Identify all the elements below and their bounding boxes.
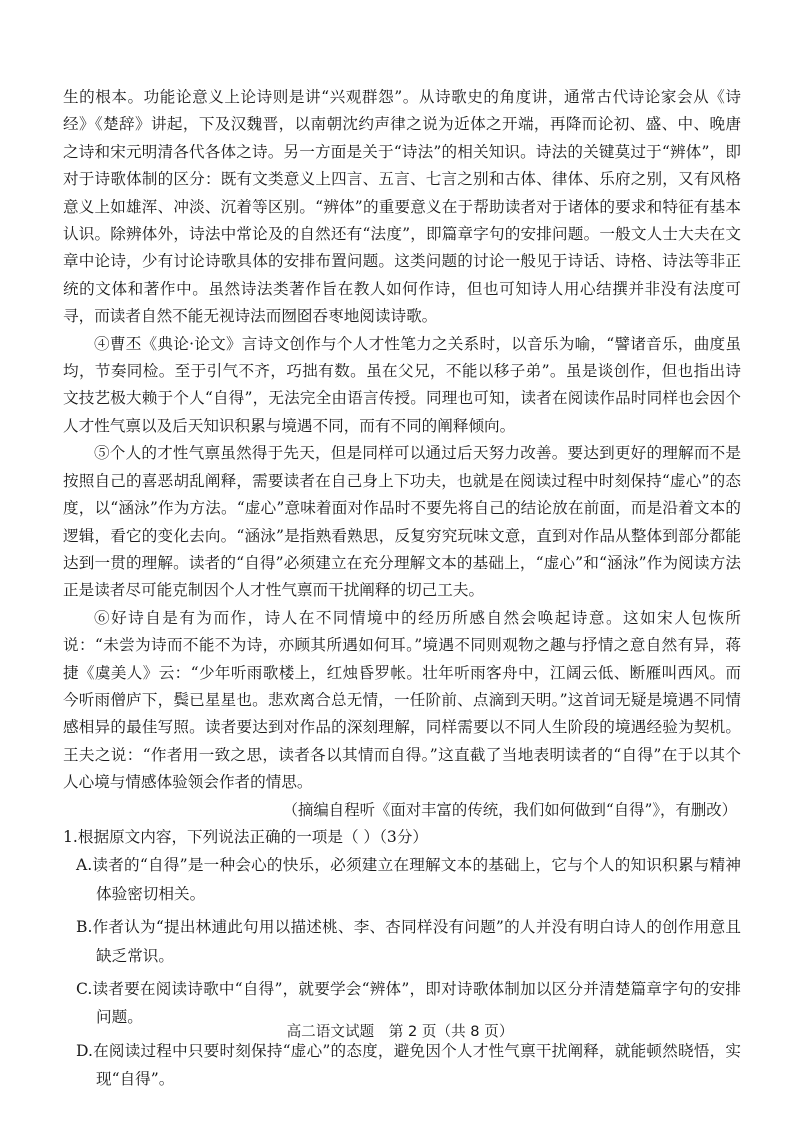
question-1-option-c: C.读者要在阅读诗歌中“自得”，就要学会“辨体”，即对诗歌体制加以区分并清楚篇章字句的安排问题。 (76, 980, 741, 1027)
passage-paragraph-5: ⑤个人的才性气禀虽然得于先天，但是同样可以通过后天努力改善。要达到更好的理解而不是按照自己的喜恶胡乱阐释，需要读者在自己身上下功夫，也就是在阅读过程中时刻保持“虚心”的态度，以“涵泳”作为方法。“虚心”意味着面对作品时不要先将自己的结论放在前面，而是沿着文本的逻辑，看它的变化去向。“涵泳”是指熟看熟思，反复穷究玩味文意，直到对作品从整体到部分都能达到一贯的理解。读者的“自得”必须建立在充分理解文本的基础上，“虚心”和“涵泳”作为阅读方法正是读者尽可能克制因个人才性气禀而干扰阐释的切己工夫。 (63, 444, 741, 600)
passage-source-citation: （摘编自程听《面对丰富的传统，我们如何做到“自得”》，有删改） (282, 800, 737, 819)
question-1-option-d: D.在阅读过程中只要时刻保持“虚心”的态度，避免因个人才性气禀干扰阐释，就能顿然晓悟，实现“自得”。 (76, 1041, 741, 1089)
question-1-option-b: B.作者认为“提出林逋此句用以描述桃、李、杏同样没有问题”的人并没有明白诗人的创作用意且缺乏常识。 (76, 918, 741, 965)
question-1-stem: 1.根据原文内容，下列说法正确的一项是（ ）（3分） (63, 827, 429, 846)
question-1-option-a: A.读者的“自得”是一种会心的快乐，必须建立在理解文本的基础上，它与个人的知识积累与精神体验密切相关。 (76, 856, 741, 903)
passage-paragraph-6: ⑥好诗自是有为而作，诗人在不同情境中的经历所感自然会唤起诗意。这如宋人包恢所说：“未尝为诗而不能不为诗，亦顾其所遇如何耳。”境遇不同则观物之趣与抒情之意自然有异，蒋捷《虞美人》云：“少年听雨歌楼上，红烛昏罗帐。壮年听雨客舟中，江阔云低、断雁叫西风。而今听雨僧庐下，鬓已星星也。悲欢离合总无情，一任阶前、点滴到天明。”这首词无疑是境遇不同情感相异的最佳写照。读者要达到对作品的深刻理解，同样需要以不同人生阶段的境遇经验为契机。王夫之说：“作者用一致之思，读者各以其情而自得。”这直截了当地表明读者的“自得”在于以其个人心境与情感体验领会作者的情思。 (63, 608, 741, 792)
exam-page-content (63, 84, 741, 1099)
page-footer: 高二语文试题 第 2 页（共 8 页） (286, 1023, 514, 1040)
passage-paragraph-4: ④曹丕《典论·论文》言诗文创作与个人才性笔力之关系时，以音乐为喻，“譬诸音乐，曲度虽均，节奏同检。至于引气不齐，巧拙有数。虽在父兄，不能以移子弟”。虽是谈创作，但也指出诗文技艺极大赖于个人“自得”，无法完全由语言传授。同理也可知，读者在阅读作品时同样也会因个人才性气禀以及后天知识积累与境遇不同，而有不同的阐释倾向。 (63, 334, 741, 435)
passage-paragraph-continued: 生的根本。功能论意义上论诗则是讲“兴观群怨”。从诗歌史的角度讲，通常古代诗论家会从《诗经》《楚辞》讲起，下及汉魏晋，以南朝沈约声律之说为近体之开端，再降而论初、盛、中、晚唐之诗和宋元明清各代各体之诗。另一方面是关于“诗法”的相关知识。诗法的关键莫过于“辨体”，即对于诗歌体制的区分：既有文类意义上四言、五言、七言之别和古体、律体、乐府之别，又有风格意义上如雄浑、冲淡、沉着等区别。“辨体”的重要意义在于帮助读者对于诸体的要求和特征有基本认识。除辨体外，诗法中常论及的自然还有“法度”，即篇章字句的安排问题。一般文人士大夫在文章中论诗，少有讨论诗歌具体的安排布置问题。这类问题的讨论一般见于诗话、诗格、诗法等非正统的文体和著作中。虽然诗法类著作旨在教人如何作诗，但也可知诗人用心结撰并非没有法度可寻，而读者自然不能无视诗法而囫囵吞枣地阅读诗歌。 (63, 88, 741, 326)
